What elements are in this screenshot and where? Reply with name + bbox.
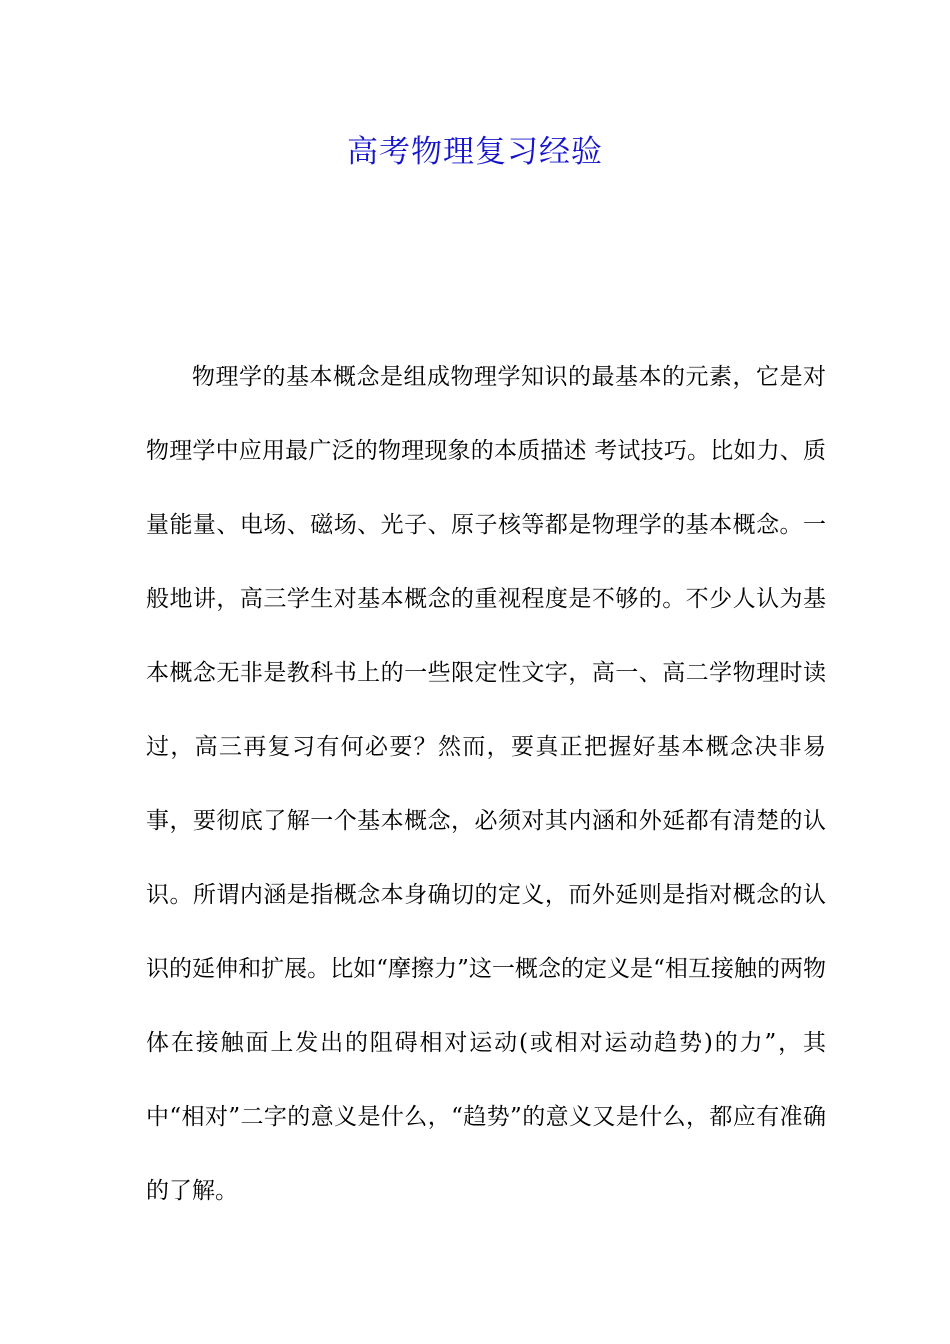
document-title: 高考物理复习经验 [347, 134, 603, 170]
body-paragraph: 物理学的基本概念是组成物理学知识的最基本的元素，它是对物理学中应用最广泛的物理现象的本质描述 考试技巧。比如力、质量能量、电场、磁场、光子、原子核等都是物理学的基本概念。一般地讲，高三学生对基本概念的重视程度是不够的。不少人认为基本概念无非是教科书上的一些限定性文字，高一、高二学物理时读过，高三再复习有何必要？然而，要真正把握好基本概念决非易事，要彻底了解一个基本概念，必须对其内涵和外延都有清楚的认识。所谓内涵是指概念本身确切的定义，而外延则是指对概念的认识的延伸和扩展。比如“摩擦力”这一概念的定义是“相互接触的两物体在接触面上发出的阻碍相对运动(或相对运动趋势)的力”，其中“相对”二字的意义是什么，“趋势”的意义又是什么，都应有准确的了解。 [146, 364, 826, 1204]
